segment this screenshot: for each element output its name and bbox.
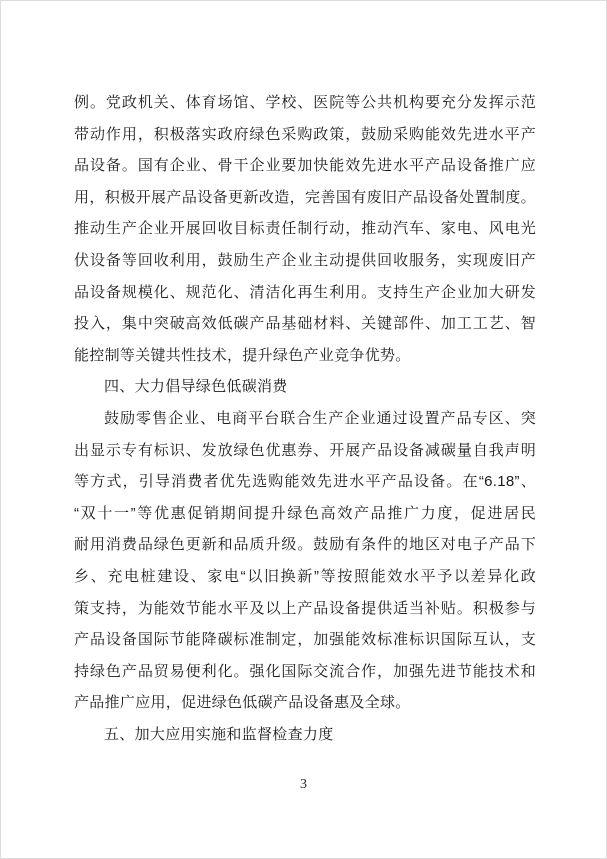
text-line: 投入，集中突破高效低碳产品基础材料、关键部件、加工工艺、智 <box>74 315 536 333</box>
text-line: 品设备规模化、规范化、清洁化再生利用。支持生产企业加大研发 <box>74 283 536 301</box>
text-line: 能控制等关键共性技术，提升绿色产业竞争优势。 <box>74 346 411 364</box>
text-line: 例。党政机关、体育场馆、学校、医院等公共机构要充分发挥示范 <box>74 94 536 111</box>
text-line: 用，积极开展产品设备更新改造，完善国有废旧产品设备处置制度。 <box>74 188 536 206</box>
text-line: 耐用消费品绿色更新和品质升级。鼓励有条件的地区对电子产品下 <box>74 536 536 554</box>
text-line: “双十一”等优惠促销期间提升绿色高效产品推广力度，促进居民 <box>74 504 536 522</box>
text-line: 持绿色产品贸易便利化。强化国际交流合作，加强先进节能技术和 <box>74 662 536 680</box>
section-heading: 五、加大应用实施和监督检查力度 <box>104 725 334 743</box>
text-line: 鼓励零售企业、电商平台联合生产企业通过设置产品专区、突 <box>104 409 536 427</box>
text-line: 等方式，引导消费者优先选购能效先进水平产品设备。在“6.18”、 <box>74 473 536 491</box>
text-line: 品设备。国有企业、骨干企业要加快能效先进水平产品设备推广应 <box>74 157 536 175</box>
text-line: 乡、充电桩建设、家电“以旧换新”等按照能效水平予以差异化政 <box>74 567 536 585</box>
text-line: 策支持，为能效节能水平及以上产品设备提供适当补贴。积极参与 <box>74 599 536 617</box>
text-line: 推动生产企业开展回收目标责任制行动，推动汽车、家电、风电光 <box>74 220 536 238</box>
text-line: 产品设备国际节能降碳标准制定，加强能效标准标识国际互认，支 <box>74 631 536 649</box>
text-column <box>74 87 536 750</box>
text-line: 出显示专有标识、发放绿色优惠券、开展产品设备减碳量自我声明 <box>74 441 536 459</box>
section-heading: 四、大力倡导绿色低碳消费 <box>104 378 288 396</box>
text-line: 带动作用，积极落实政府绿色采购政策，鼓励采购能效先进水平产 <box>74 125 536 143</box>
text-line: 产品推广应用，促进绿色低碳产品设备惠及全球。 <box>74 694 411 712</box>
text-line: 伏设备等回收利用，鼓励生产企业主动提供回收服务，实现废旧产 <box>74 251 536 269</box>
page-number: 3 <box>300 777 307 792</box>
